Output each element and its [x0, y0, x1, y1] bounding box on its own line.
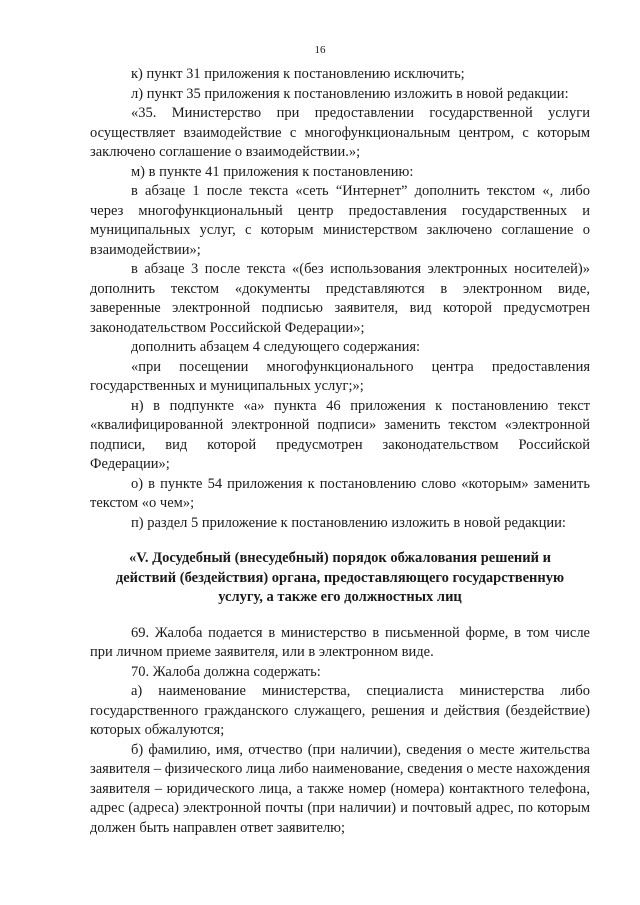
paragraph-p: п) раздел 5 приложение к постановлению изложить в новой редакции: [131, 514, 566, 531]
paragraph-abzac-1: в абзаце 1 после текста «сеть “Интернет” дополнить текстом «, либо через многофункциональный центр предоставления государственных и муниципальных услуг, с которым министерством заключено соглашение о взаимодействии»; [90, 183, 590, 258]
paragraph-n: н) в подпункте «а» пункта 46 приложения к постановлению текст «квалифицированной электронной подписи» заменить текстом «электронной подписи, вид которой предусмотрен законодательством Российской Федерации»; [90, 397, 590, 472]
paragraph-70-b: б) фамилию, имя, отчество (при наличии), сведения о месте жительства заявителя – физического лица либо наименование, сведения о месте нахождения заявителя – юридического лица, а также номер (номера) контактного телефона, адрес (адреса) электронной почты (при наличии) и почтовый адрес, по которым должен быть направлен ответ заявителю; [90, 741, 590, 836]
paragraph-abzac-4-text: «при посещении многофункционального центра предоставления государственных и муниципальных услуг;»; [90, 358, 590, 394]
paragraph-abzac-3: в абзаце 3 после текста «(без использования электронных носителей)» дополнить текстом «документы представляются в электронном виде, заверенные электронной подписью заявителя, вид которой предусмотрен законодательством Российской Федерации»; [90, 261, 590, 336]
paragraph-35: «35. Министерство при предоставлении государственной услуги осуществляет взаимодействие с многофункциональным центром, с которым заключено соглашение о взаимодействии.»; [90, 105, 590, 160]
document-body [90, 65, 590, 838]
paragraph-70: 70. Жалоба должна содержать: [131, 663, 321, 680]
section-heading: «V. Досудебный (внесудебный) порядок обжалования решений и действий (бездействия) органа, предоставляющего государственную услугу, а также его должностных лиц [115, 550, 565, 605]
paragraph-abzac-4-intro: дополнить абзацем 4 следующего содержания: [131, 339, 421, 355]
page-number: 16 [314, 44, 326, 56]
paragraph-o: о) в пункте 54 приложения к постановлению слово «которым» заменить текстом «о чем»; [90, 475, 590, 511]
paragraph-70-a: а) наименование министерства, специалиста министерства либо государственного гражданского служащего, решения и действия (бездействие) которых обжалуются; [90, 683, 590, 738]
paragraph-m: м) в пункте 41 приложения к постановлению: [131, 163, 414, 180]
paragraph-69: 69. Жалоба подается в министерство в письменной форме, в том числе при личном приеме заявителя, или в электронном виде. [90, 624, 590, 660]
paragraph-l: л) пункт 35 приложения к постановлению изложить в новой редакции: [131, 85, 569, 102]
paragraph-k: к) пункт 31 приложения к постановлению исключить; [131, 66, 465, 82]
